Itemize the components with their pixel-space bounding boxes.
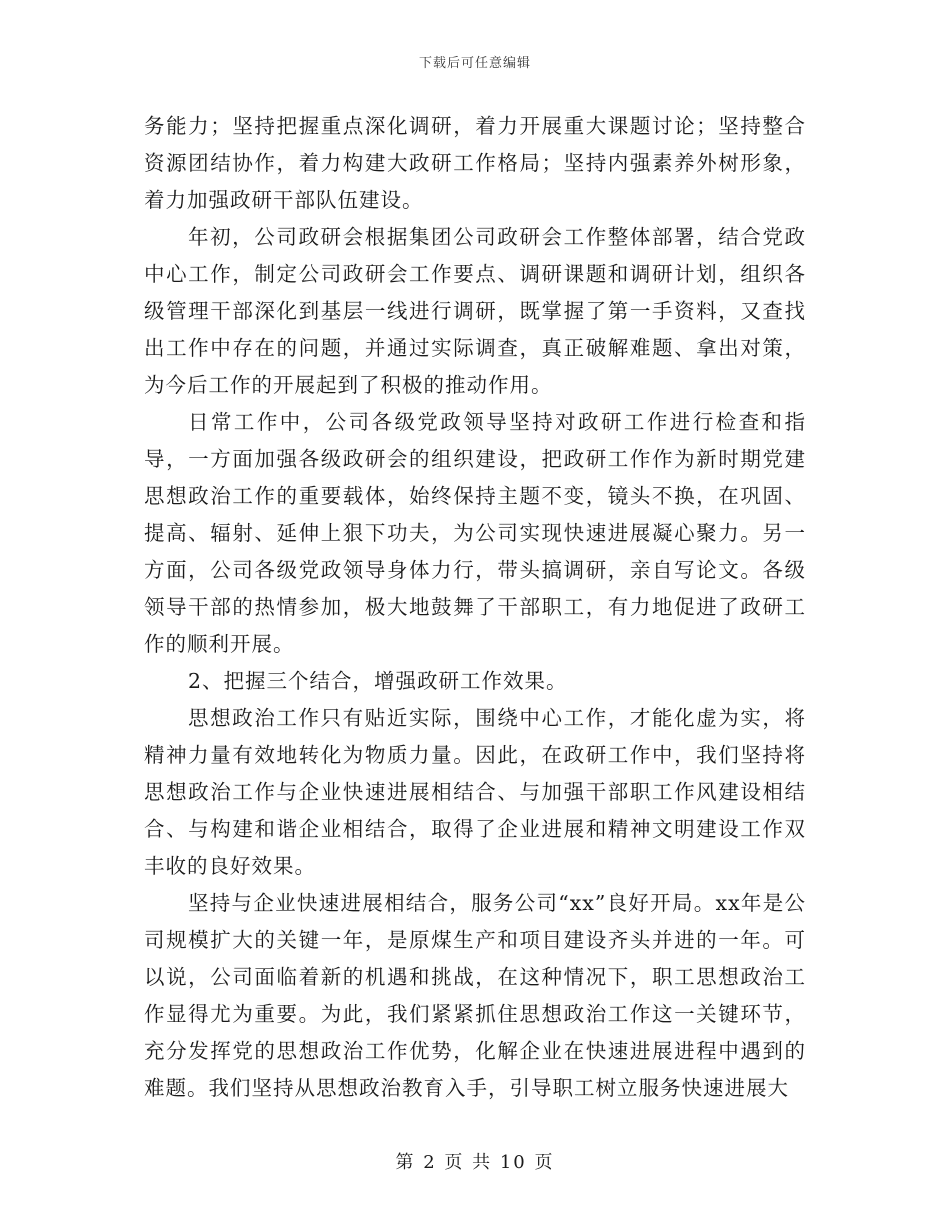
body-text	[144, 108, 806, 1107]
paragraph: 思想政治工作只有贴近实际，围绕中心工作，才能化虚为实，将精神力量有效地转化为物质力量。因此，在政研工作中，我们坚持将思想政治工作与企业快速进展相结合、与加强干部职工作风建设相结合、与构建和谐企业相结合，取得了企业进展和精神文明建设工作双丰收的良好效果。	[144, 706, 806, 878]
paragraph: 年初，公司政研会根据集团公司政研会工作整体部署，结合党政中心工作，制定公司政研会工作要点、调研课题和调研计划，组织各级管理干部深化到基层一线进行调研，既掌握了第一手资料，又查找出工作中存在的问题，并通过实际调查，真正破解难题、拿出对策，为今后工作的开展起到了积极的推动作用。	[144, 225, 806, 397]
paragraph: 务能力；坚持把握重点深化调研，着力开展重大课题讨论；坚持整合资源团结协作，着力构建大政研工作格局；坚持内强素养外树形象，着力加强政研干部队伍建设。	[144, 114, 806, 212]
paragraph: 日常工作中，公司各级党政领导坚持对政研工作进行检查和指导，一方面加强各级政研会的组织建设，把政研工作作为新时期党建思想政治工作的重要载体，始终保持主题不变，镜头不换，在巩固、提高、辐射、延伸上狠下功夫，为公司实现快速进展凝心聚力。另一方面，公司各级党政领导身体力行，带头搞调研，亲自写论文。各级领导干部的热情参加，极大地鼓舞了干部职工，有力地促进了政研工作的顺利开展。	[144, 410, 806, 656]
section-heading: 2、把握三个结合，增强政研工作效果。	[188, 669, 568, 693]
paragraph: 坚持与企业快速进展相结合，服务公司“xx”良好开局。xx年是公司规模扩大的关键一年，是原煤生产和项目建设齐头并进的一年。可以说，公司面临着新的机遇和挑战，在这种情况下，职工思想政治工作显得尤为重要。为此，我们紧紧抓住思想政治工作这一关键环节，充分发挥党的思想政治工作优势，化解企业在快速进展进程中遇到的难题。我们坚持从思想政治教育入手，引导职工树立服务快速进展大	[144, 891, 806, 1100]
page-header: 下载后可任意编辑	[418, 56, 531, 71]
page-number: 第 2 页 共 10 页	[395, 1152, 555, 1173]
